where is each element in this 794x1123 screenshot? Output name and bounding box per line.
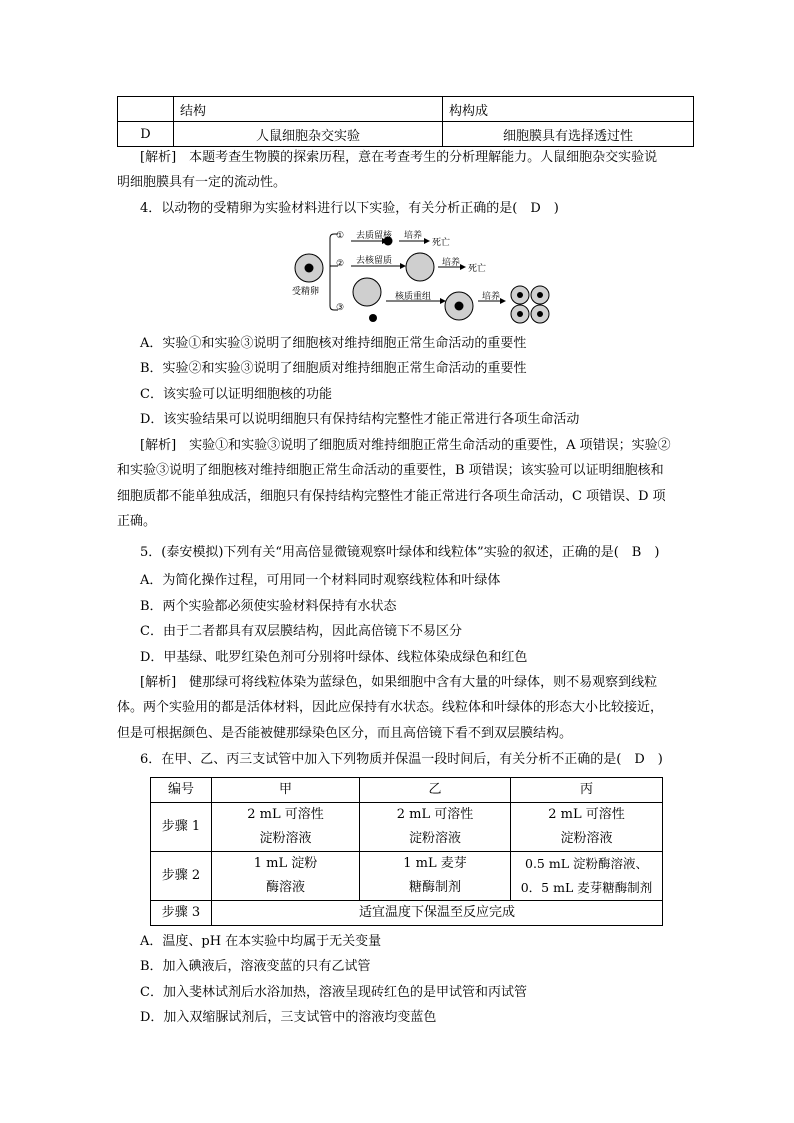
- option-d: D．加入双缩脲试剂后，三支试管中的溶液均变蓝色: [140, 1010, 437, 1025]
- table-cell: 0.5 mL 淀粉酶溶液、 0．5 mL 麦芽糖酶制剂: [511, 852, 663, 901]
- analysis-line: [解析] 本题考查生物膜的探索历程，意在考查考生的分析理解能力。人鼠细胞杂交实验说: [140, 150, 658, 165]
- step-label: 去核留质: [356, 256, 393, 266]
- cytoplasm-only: [406, 253, 434, 281]
- table-header-cell: 编号: [151, 778, 212, 803]
- death-label: 死亡: [468, 264, 487, 274]
- death-label: 死亡: [432, 238, 451, 248]
- table-header-cell: 甲: [212, 778, 360, 803]
- analysis-line: 细胞质都不能单独成活，细胞只有保持结构完整性才能正常进行各项生命活动，C 项错误、D 项: [117, 489, 666, 504]
- option-b: B．两个实验都必须使实验材料保持有水状态: [140, 599, 397, 614]
- culture-label: 培养: [404, 231, 423, 241]
- experiment-table: [150, 777, 663, 926]
- table-cell: 适宜温度下保温至反应完成: [212, 901, 663, 926]
- option-c: C．加入斐林试剂后水浴加热，溶液呈现砖红色的是甲试管和丙试管: [140, 985, 527, 1000]
- option-a: A．为简化操作过程，可用同一个材料同时观察线粒体和叶绿体: [140, 573, 501, 588]
- culture-label: 培养: [482, 292, 501, 302]
- table-cell: 2 mL 可溶性 淀粉溶液: [511, 803, 663, 852]
- branch-bracket: [330, 234, 338, 310]
- table-header-cell: 丙: [511, 778, 663, 803]
- enucleated-cell: [353, 278, 381, 306]
- option-c: C．该实验可以证明细胞核的功能: [140, 387, 332, 402]
- analysis-line: 明细胞膜具有一定的流动性。: [117, 175, 287, 190]
- analysis-line: [解析] 健那绿可将线粒体染为蓝绿色，如果细胞中含有大量的叶绿体，则不易观察到线粒: [140, 675, 658, 690]
- zygote-nucleus: [305, 264, 314, 273]
- table-cell: 步骤 1: [151, 803, 212, 852]
- option-d: D．甲基绿、吡罗红染色剂可分别将叶绿体、线粒体染成绿色和红色: [140, 650, 528, 665]
- question-stem: 6．在甲、乙、丙三支试管中加入下列物质并保温一段时间后，有关分析不正确的是( D ): [140, 752, 663, 767]
- option-b: B．实验②和实验③说明了细胞质对维持细胞正常生命活动的重要性: [140, 361, 527, 376]
- table-cell: 步骤 3: [151, 901, 212, 926]
- branch-number-2: ②: [336, 259, 345, 269]
- analysis-line: 体。两个实验用的都是活体材料，因此应保持有水状态。线粒体和叶绿体的形态大小比较接近，: [117, 700, 664, 715]
- table-cell: 步骤 2: [151, 852, 212, 901]
- branch-number-3: ③: [336, 303, 345, 313]
- separate-nucleus: [369, 314, 377, 322]
- table-row: [118, 97, 694, 122]
- question-stem: 5．(泰安模拟)下列有关“用高倍显微镜观察叶绿体和线粒体”实验的叙述，正确的是( B ): [140, 545, 660, 560]
- experiment-diagram: [292, 228, 562, 328]
- table-row: [118, 122, 694, 147]
- table-cell: 2 mL 可溶性 淀粉溶液: [212, 803, 360, 852]
- answer-table-fragment: [117, 96, 694, 147]
- option-d: D．该实验结果可以说明细胞只有保持结构完整性才能正常进行各项生命活动: [140, 412, 580, 427]
- analysis-line: [解析] 实验①和实验③说明了细胞质对维持细胞正常生命活动的重要性，A 项错误；实验②: [140, 438, 671, 453]
- table-header-cell: 乙: [360, 778, 511, 803]
- table-row: [151, 852, 663, 901]
- step-label: 核质重组: [395, 292, 432, 302]
- question-stem: 4．以动物的受精卵为实验材料进行以下实验，有关分析正确的是( D ): [140, 201, 559, 216]
- table-cell: 2 mL 可溶性 淀粉溶液: [360, 803, 511, 852]
- analysis-line: 正确。: [117, 514, 157, 529]
- option-a: A．温度、pH 在本实验中均属于无关变量: [140, 934, 382, 949]
- culture-label: 培养: [442, 258, 461, 268]
- table-cell: 结构: [174, 97, 443, 122]
- table-cell: D: [118, 122, 174, 147]
- table-cell: 1 mL 淀粉 酶溶液: [212, 852, 360, 901]
- table-cell: 1 mL 麦芽 糖酶制剂: [360, 852, 511, 901]
- option-c: C．由于二者都具有双层膜结构，因此高倍镜下不易区分: [140, 624, 462, 639]
- option-a: A．实验①和实验③说明了细胞核对维持细胞正常生命活动的重要性: [140, 336, 527, 351]
- analysis-line: 和实验③说明了细胞核对维持细胞正常生命活动的重要性，B 项错误；该实验可以证明细胞核和: [117, 463, 664, 478]
- table-cell: [118, 97, 174, 122]
- table-cell: 构构成: [443, 97, 694, 122]
- analysis-line: 但是可根据颜色、是否能被健那绿染色区分，而且高倍镜下看不到双层膜结构。: [117, 726, 573, 741]
- zygote-label: 受精卵: [292, 287, 320, 297]
- table-row: [151, 803, 663, 852]
- option-b: B．加入碘液后，溶液变蓝的只有乙试管: [140, 959, 371, 974]
- table-cell: 人鼠细胞杂交实验: [174, 122, 443, 147]
- table-cell: 细胞膜具有选择透过性: [443, 122, 694, 147]
- step-label: 去质留核: [356, 231, 393, 241]
- table-row: [151, 778, 663, 803]
- branch-number-1: ①: [336, 231, 345, 241]
- dividing-cells: [511, 286, 549, 323]
- table-row: [151, 901, 663, 926]
